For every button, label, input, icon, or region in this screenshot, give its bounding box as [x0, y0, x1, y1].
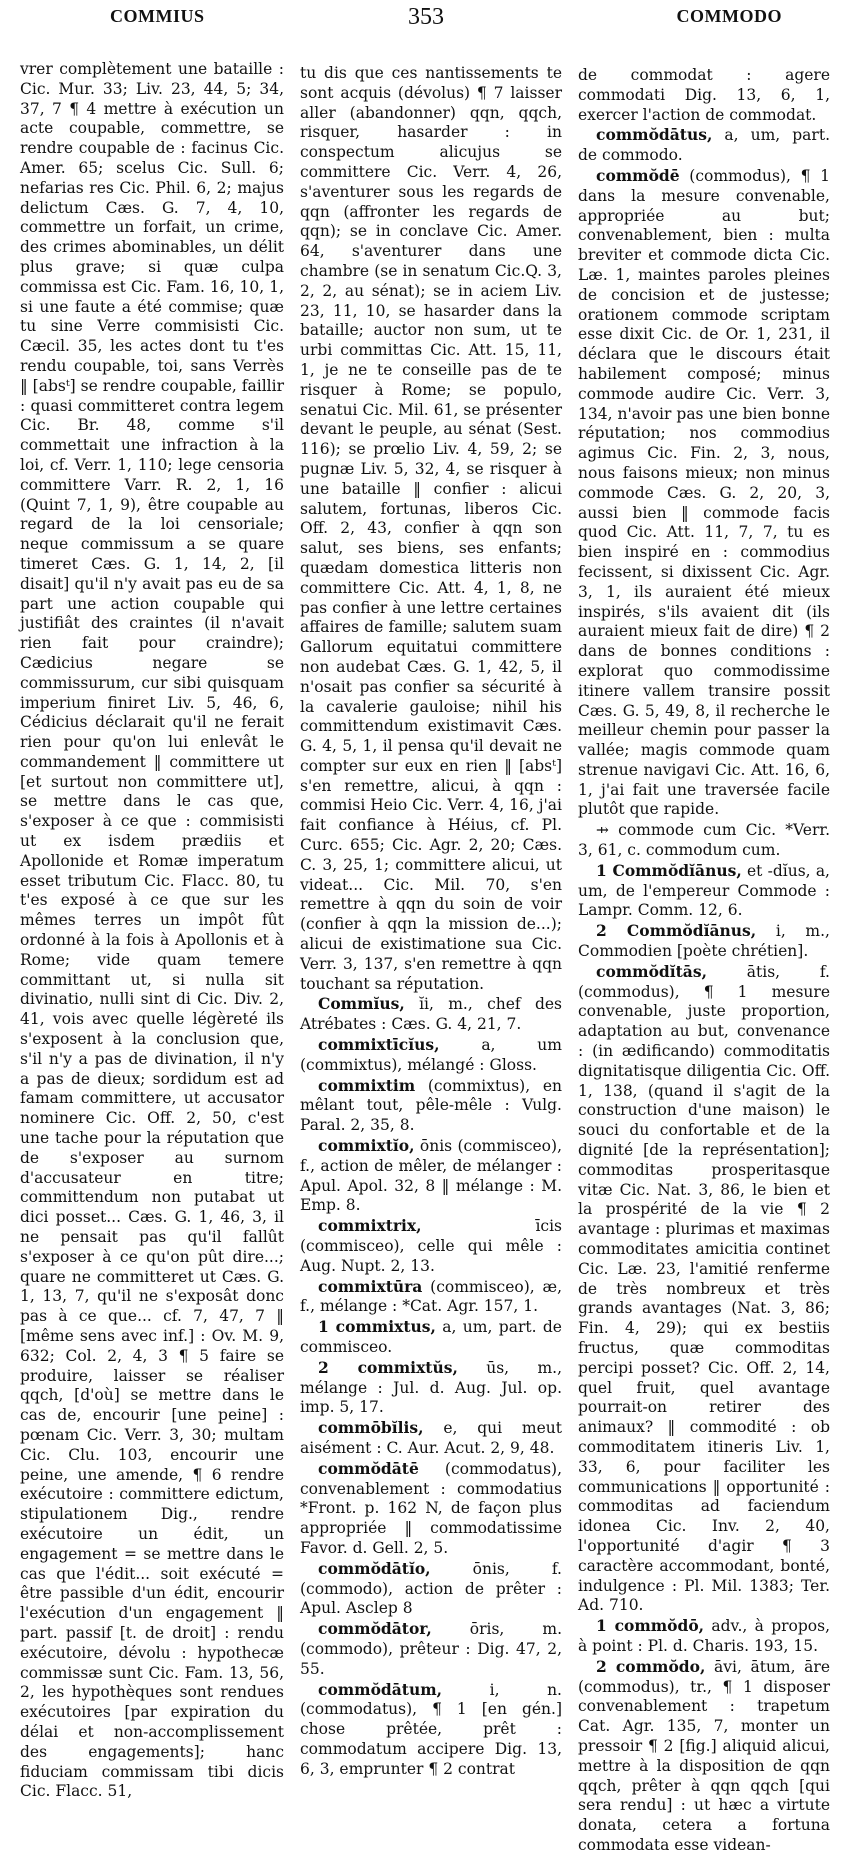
entry-lemma: 1 commŏdō,: [596, 1616, 705, 1636]
dictionary-entry: [300, 1277, 562, 1318]
entry-lemma: 1 Commŏdĭānus,: [596, 860, 742, 880]
dictionary-entry: [578, 962, 830, 1616]
right-running-headword: COMMODO: [676, 6, 782, 26]
entry-lemma: 2 Commŏdĭānus,: [596, 921, 757, 941]
entry-body: ⇸ commode cum Cic. *Verr. 3, 61, c. commodum cum.: [578, 821, 830, 860]
entry-body: adv., à propos, à point : Pl. d. Charis. 193, 15.: [578, 1617, 830, 1655]
dictionary-entry: [578, 921, 830, 962]
entry-body: ūs, m., mélange : Jul. d. Aug. Jul. op. imp. 5, 17.: [300, 1358, 562, 1417]
entry-body: ĭi, m., chef des Atrébates : Cæs. G. 4, 21, 7.: [300, 995, 562, 1034]
dictionary-entry: [578, 1657, 830, 1856]
entry-body: (commodatus), convenablement : commodatius *Front. p. 162 N, de façon plus appropriée ‖ commodatissime Favor. d. Gell. 2, 5.: [300, 1459, 562, 1557]
entry-lemma: Commĭus,: [318, 994, 405, 1014]
entry-lemma: commixtĭo,: [318, 1136, 415, 1156]
dictionary-entry: [300, 1418, 562, 1459]
entry-body: (commixtus), en mêlant tout, pêle-mêle : Vulg. Paral. 2, 35, 8.: [300, 1076, 562, 1135]
entry-body: āvi, ātum, āre (commodus), tr., ¶ 1 disposer convenablement : trapetum Cat. Agr. 135, 7, monter un pressoir ¶ 2 [fig.] aliquid alicui, mettre à la disposition de qqn qqch, prêter à qqn qqch [qui sera rendu] : ut hæc a virtute donata, cetera a fortuna commodata esse videan-: [578, 1657, 830, 1854]
entry-lemma: commŏdātor,: [318, 1619, 432, 1639]
entry-lemma: 2 commŏdo,: [596, 1656, 706, 1676]
dictionary-entry: [300, 1216, 562, 1276]
dictionary-entry: [300, 1076, 562, 1136]
entry-body: īcis (commisceo), celle qui mêle : Aug. Nupt. 2, 13.: [300, 1217, 562, 1275]
dictionary-entry: [300, 1136, 562, 1216]
entry-lemma: commŏdĭtās,: [596, 961, 707, 981]
entry-body: i, n. (commodatus), ¶ 1 [en gén.] chose prêtée, prêt : commodatum accipere Dig. 13, 6, 3, emprunter ¶ 2 contrat: [300, 1680, 562, 1778]
dictionary-entry: [300, 1559, 562, 1619]
entry-body: a, um (commixtus), mélangé : Gloss.: [300, 1036, 562, 1074]
page-number: 353: [408, 4, 444, 30]
entry-lemma: commŏdātē: [318, 1458, 419, 1478]
page-header: [0, 2, 846, 42]
dictionary-entry: [578, 861, 830, 921]
entry-body: ōnis (commisceo), f., action de mêler, de mélanger : Apul. Apol. 32, 8 ‖ mélange : M. Emp. 8.: [300, 1137, 562, 1215]
entry-lemma: commŏdātum,: [318, 1679, 443, 1699]
entry-body: (commisceo), æ, f., mélange : *Cat. Agr. 157, 1.: [300, 1277, 562, 1316]
entry-continuation: de commodat : agere commodati Dig. 13, 6, 1, exercer l'action de commodat.: [578, 66, 830, 124]
column-1: [20, 60, 284, 1801]
dictionary-entry: [578, 1616, 830, 1657]
entry-lemma: 1 commixtus,: [318, 1317, 436, 1337]
entry-lemma: commixtim: [318, 1075, 416, 1095]
dictionary-entry: [300, 1317, 562, 1358]
entry-lemma: commŏdē: [596, 165, 680, 185]
dictionary-entry: [300, 994, 562, 1035]
entry-lemma: commōbĭlis,: [318, 1418, 424, 1438]
entry-body: ōnis, f. (commodo), action de prêter : Apul. Asclep 8: [300, 1559, 562, 1618]
dictionary-entry: [578, 820, 830, 861]
entry-lemma: commixtrix,: [318, 1216, 422, 1236]
entry-body: (commodus), ¶ 1 dans la mesure convenable, appropriée au but; convenablement, bien : multa breviter et commode dicta Cic. Læ. 1, maintes paroles pleines de concision et de justesse; orationem commode scriptam esse dixit Cic. de Or. 1, 231, il déclara que le discours était habilement composé; minus commode audire Cic. Verr. 3, 134, n'avoir pas une bien bonne réputation; nos commodius agimus Cic. Fin. 2, 3, nous, nous faisons mieux; non minus commode Cæs. G. 2, 20, 3, aussi bien ‖ commode facis quod Cic. Att. 11, 7, 7, tu es bien inspiré en : commodius fecissent, si dixissent Cic. Agr. 3, 1, ils auraient été mieux inspirés, s'ils avaient dit (ils auraient mieux fait de dire) ¶ 2 dans de bonnes conditions : explorat quo commodissime itinere vallem transire possit Cæs. G. 5, 49, 8, il recherche le meilleur chemin pour passer la vallée; magis commode quam strenue navigavi Cic. Att. 16, 6, 1, j'ai fait une traversée facile plutôt que rapide.: [578, 166, 830, 819]
entry-lemma: 2 commixtŭs,: [318, 1357, 458, 1377]
dictionary-entry: [300, 1459, 562, 1559]
column-2: [300, 64, 562, 1778]
entry-continuation: tu dis que ces nantissements te sont acquis (dévolus) ¶ 7 laisser aller (abandonner) qqn, qqch, risquer, hasarder : in conspectum alicujus se committere Cic. Verr. 4, 26, s'aventurer sous les regards de qqn (affronter les regards de qqn); se in conclave Cic. Amer. 64, s'aventurer dans une chambre (se in senatum Cic.Q. 3, 2, 2, au sénat); se in aciem Liv. 23, 11, 10, se hasarder dans la bataille; auctor non sum, ut te urbi committas Cic. Att. 15, 11, 1, je ne te conseille pas de te risquer à Rome; se populo, senatui Cic. Mil. 61, se présenter devant le peuple, au sénat (Sest. 116); se prœlio Liv. 4, 59, 2; se pugnæ Liv. 5, 32, 4, se risquer à une bataille ‖ confier : alicui salutem, fortunas, liberos Cic. Off. 2, 43, confier à qqn son salut, ses biens, ses enfants; quædam domestica litteris non committere Cic. Att. 4, 1, 8, ne pas confier à une lettre certaines affaires de famille; salutem suam Gallorum equitatui committere non audebat Cæs. G. 1, 42, 5, il n'osait pas confier sa sécurité à la cavalerie gauloise; nihil his committendum existimavit Cæs. G. 4, 5, 1, il pensa qu'il devait ne compter sur eux en rien ‖ [absᵗ] s'en remettre, alicui, à qqn : commisi Heio Cic. Verr. 4, 16, j'ai fait confiance à Héius, cf. Pl. Curc. 655; Cic. Agr. 2, 20; Cæs. C. 3, 25, 1; committere alicui, ut videat... Cic. Mil. 70, s'en remettre à qqn du soin de voir (confier à qqn la mission de...); alicui de existimatione sua Cic. Verr. 3, 137, s'en remettre à qqn touchant sa réputation.: [300, 64, 562, 993]
dictionary-entry: [578, 166, 830, 820]
entry-body: et -dĭus, a, um, de l'empereur Commode : Lampr. Comm. 12, 6.: [578, 861, 830, 920]
entry-lemma: commŏdātĭo,: [318, 1558, 431, 1578]
entry-lemma: commixtīcĭus,: [318, 1035, 440, 1055]
entry-body: a, um, part. de commisceo.: [300, 1318, 562, 1356]
entry-body: e, qui meut aisément : C. Aur. Acut. 2, 9, 48.: [300, 1419, 562, 1457]
entry-lemma: commŏdātus,: [596, 125, 713, 145]
left-running-headword: COMMIUS: [110, 6, 205, 26]
column-3: [578, 66, 830, 1854]
entry-body: ōris, m. (commodo), prêteur : Dig. 47, 2, 55.: [300, 1620, 562, 1678]
dictionary-entry: [300, 1619, 562, 1679]
dictionary-entry: [300, 1358, 562, 1418]
dictionary-entry: [300, 1035, 562, 1076]
dictionary-entry: [300, 1680, 562, 1780]
entry-body: ātis, f. (commodus), ¶ 1 mesure convenable, juste proportion, adaptation au but, convenance : (in ædificando) commoditatis dignitatisque diligentia Cic. Off. 1, 138, (quand il s'agit de la construction d'une maison) le souci du confortable et de la dignité [de la représentation]; commoditas prosperitasque vitæ Cic. Nat. 3, 86, le bien et la prospérité de la vie ¶ 2 avantage : plurimas et maximas commoditates amicitia continet Cic. Læ. 23, l'amitié renferme de très nombreux et très grands avantages (Nat. 3, 86; Fin. 4, 29); qui ex bestiis fructus, quæ commoditas percipi posset? Cic. Off. 2, 14, quel fruit, quel avantage pourrait-on retirer des animaux? ‖ commodité : ob commoditatem itineris Liv. 1, 33, 6, pour faciliter les communications ‖ opportunité : commoditas ad faciendum idonea Cic. Inv. 2, 40, l'opportunité d'agir ¶ 3 caractère accommodant, bonté, indulgence : Pl. Mil. 1383; Ter. Ad. 710.: [578, 962, 830, 1615]
dictionary-entry: [578, 125, 830, 166]
entry-lemma: commixtūra: [318, 1276, 423, 1296]
entry-body: a, um, part. de commodo.: [578, 126, 830, 165]
entry-continuation: vrer complètement une bataille : Cic. Mur. 33; Liv. 23, 44, 5; 34, 37, 7 ¶ 4 mettre à exécution un acte coupable, commettre, se rendre coupable de : facinus Cic. Amer. 65; scelus Cic. Sull. 6; nefarias res Cic. Phil. 6, 2; majus delictum Cæs. G. 7, 4, 10, commettre un forfait, un crime, des crimes abominables, un délit plus grave; si quæ culpa commissa est Cic. Fam. 16, 10, 1, si une faute a été commise; quæ tu sine Verre commisisti Cic. Cæcil. 35, les actes dont tu t'es rendu coupable, toi, sans Verrès ‖ [absᵗ] se rendre coupable, faillir : quasi committeret contra legem Cic. Br. 48, comme s'il commettait une infraction à la loi, cf. Verr. 1, 110; lege censoria committere Varr. R. 2, 1, 16 (Quint 7, 1, 9), être coupable au regard de la loi censoriale; neque commissum a se quare timeret Cæs. G. 1, 14, 2, [il disait] qu'il n'y avait pas eu de sa part une action coupable qui justifiât des craintes (il n'avait rien fait pour craindre); Cædicius negare se commissurum, cur sibi quisquam imperium finiret Liv. 5, 46, 6, Cédicius déclarait qu'il ne ferait rien pour qu'on lui enlevât le commandement ‖ committere ut [et surtout non committere ut], se mettre dans le cas que, s'exposer à ce que : commisisti ut ex isdem prædiis et Apollonide et Romæ imperatum esset tributum Cic. Flacc. 80, tu t'es exposé à ce que sur les mêmes terres un impôt fût ordonné à la fois à Apollonis et à Rome; vide quam temere committant ut, si nulla sit divinatio, nulli sint di Cic. Div. 2, 41, vois avec quelle légèreté ils s'exposent à la conclusion que, s'il n'y a pas de divination, il n'y a pas de dieux; sordidum est ad famam committere, ut accusator nominere Cic. Off. 2, 50, c'est une tache pour la réputation que de s'exposer au surnom d'accusateur en titre; committendum non putabat ut dici posset... Cæs. G. 1, 46, 3, il ne pensait pas qu'il fallût s'exposer à ce qu'on pût dire...; quare ne committeret ut Cæs. G. 1, 13, 7, qu'il ne s'exposât donc pas à ce que... cf. 7, 47, 7 ‖ [même sens avec inf.] : Ov. M. 9, 632; Col. 2, 4, 3 ¶ 5 faire se produire, laisser se réaliser qqch, [d'où] se mettre dans le cas de, encourir [une peine] : pœnam Cic. Verr. 3, 30; multam Cic. Clu. 103, encourir une peine, une amende, ¶ 6 rendre exécutoire : committere edictum, stipulationem Dig., rendre exécutoire un édit, un engagement = se mettre dans le cas que l'édit... soit exécuté = être passible d'un édit, encourir l'exécution d'un engagement ‖ part. passif [t. de droit] : rendu exécutoire, dévolu : hypothecæ commissæ sunt Cic. Fam. 13, 56, 2, les hypothèques sont rendues exécutoires [par expiration du délai et non-accomplissement des engagements]; hanc fiduciam commissam tibi dicis Cic. Flacc. 51,: [20, 60, 284, 1801]
entry-body: i, m., Commodien [poète chrétien].: [578, 922, 830, 961]
